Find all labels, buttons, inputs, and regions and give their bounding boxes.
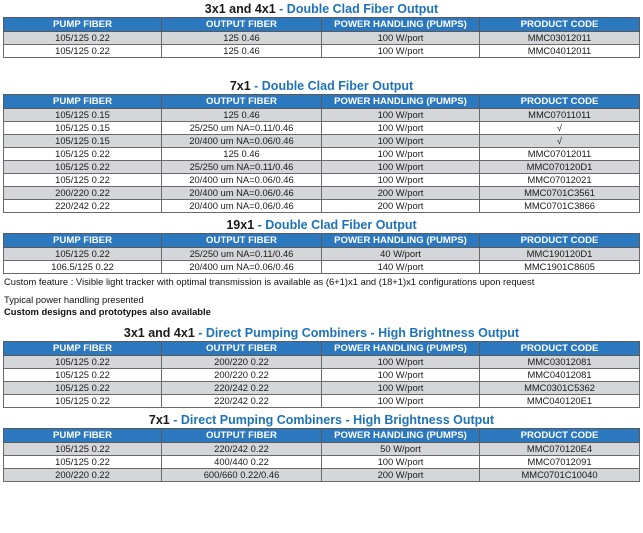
section-title: [0, 326, 643, 341]
cell-pump-fiber: 105/125 0.22: [4, 456, 162, 469]
spacer: [0, 213, 643, 216]
cell-power: 100 W/port: [322, 32, 480, 45]
spacer: [0, 318, 643, 324]
cell-power: 100 W/port: [322, 369, 480, 382]
cell-pump-fiber: 200/220 0.22: [4, 469, 162, 482]
spec-table-3x1-4x1-dc: [3, 17, 640, 58]
table-header-row: [4, 429, 640, 443]
cell-power: 40 W/port: [322, 248, 480, 261]
spec-table-7x1-dp: [3, 428, 640, 482]
cell-product-code: MMC0701C3561: [480, 187, 640, 200]
cell-pump-fiber: 105/125 0.22: [4, 45, 162, 58]
cell-output-fiber: 20/400 um NA=0.06/0.46: [162, 174, 322, 187]
header-power-handling: POWER HANDLING (PUMPS): [322, 18, 480, 32]
title-rest: - Double Clad Fiber Output: [254, 218, 417, 232]
cell-power: 100 W/port: [322, 122, 480, 135]
table-row: [4, 356, 640, 369]
cell-pump-fiber: 220/242 0.22: [4, 200, 162, 213]
spec-table-3x1-4x1-dp: [3, 341, 640, 408]
table-row: [4, 369, 640, 382]
table-row: [4, 248, 640, 261]
cell-pump-fiber: 105/125 0.15: [4, 122, 162, 135]
cell-output-fiber: 125 0.46: [162, 45, 322, 58]
cell-pump-fiber: 105/125 0.22: [4, 382, 162, 395]
cell-product-code: √: [480, 135, 640, 148]
spacer: [0, 408, 643, 411]
table-row: [4, 469, 640, 482]
cell-power: 100 W/port: [322, 395, 480, 408]
title-rest: - Direct Pumping Combiners - High Brightness Output: [169, 413, 495, 427]
cell-pump-fiber: 105/125 0.22: [4, 395, 162, 408]
header-pump-fiber: PUMP FIBER: [4, 342, 162, 356]
cell-power: 100 W/port: [322, 356, 480, 369]
table-row: [4, 122, 640, 135]
cell-power: 200 W/port: [322, 187, 480, 200]
cell-power: 100 W/port: [322, 135, 480, 148]
cell-product-code: MMC070120E4: [480, 443, 640, 456]
cell-power: 100 W/port: [322, 382, 480, 395]
header-output-fiber: OUTPUT FIBER: [162, 18, 322, 32]
title-prefix: 3x1 and 4x1: [123, 326, 195, 340]
cell-pump-fiber: 105/125 0.22: [4, 161, 162, 174]
section-title: [0, 413, 643, 428]
title-prefix: 7x1: [148, 413, 170, 427]
cell-product-code: MMC040120E1: [480, 395, 640, 408]
table-header-row: [4, 95, 640, 109]
cell-power: 100 W/port: [322, 109, 480, 122]
spacer: [0, 58, 643, 77]
cell-product-code: MMC04012011: [480, 45, 640, 58]
header-power-handling: POWER HANDLING (PUMPS): [322, 95, 480, 109]
cell-product-code: MMC03012011: [480, 32, 640, 45]
cell-product-code: MMC07012091: [480, 456, 640, 469]
section-title: [0, 79, 643, 94]
cell-output-fiber: 220/242 0.22: [162, 382, 322, 395]
table-row: [4, 187, 640, 200]
header-power-handling: POWER HANDLING (PUMPS): [322, 234, 480, 248]
cell-output-fiber: 220/242 0.22: [162, 443, 322, 456]
cell-product-code: MMC0701C3866: [480, 200, 640, 213]
table-row: [4, 261, 640, 274]
table-row: [4, 161, 640, 174]
cell-output-fiber: 25/250 um NA=0.11/0.46: [162, 161, 322, 174]
header-output-fiber: OUTPUT FIBER: [162, 234, 322, 248]
header-product-code: PRODUCT CODE: [480, 342, 640, 356]
cell-power: 50 W/port: [322, 443, 480, 456]
title-prefix: 19x1: [226, 218, 255, 232]
header-output-fiber: OUTPUT FIBER: [162, 429, 322, 443]
section-title: [0, 2, 643, 17]
cell-output-fiber: 20/400 um NA=0.06/0.46: [162, 261, 322, 274]
cell-pump-fiber: 105/125 0.22: [4, 356, 162, 369]
cell-pump-fiber: 105/125 0.15: [4, 135, 162, 148]
table-row: [4, 382, 640, 395]
cell-power: 100 W/port: [322, 161, 480, 174]
custom-feature-note: Custom feature : Visible light tracker with optimal transmission is available as (6+1)x1 and (18+1)x1 configurations upon request: [4, 276, 535, 287]
cell-output-fiber: 20/400 um NA=0.06/0.46: [162, 187, 322, 200]
table-row: [4, 395, 640, 408]
cell-output-fiber: 600/660 0.22/0.46: [162, 469, 322, 482]
table-header-row: [4, 234, 640, 248]
header-product-code: PRODUCT CODE: [480, 18, 640, 32]
cell-product-code: MMC1901C8605: [480, 261, 640, 274]
cell-power: 200 W/port: [322, 469, 480, 482]
table-row: [4, 443, 640, 456]
table-row: [4, 45, 640, 58]
cell-power: 140 W/port: [322, 261, 480, 274]
header-product-code: PRODUCT CODE: [480, 234, 640, 248]
header-product-code: PRODUCT CODE: [480, 429, 640, 443]
cell-output-fiber: 125 0.46: [162, 109, 322, 122]
cell-output-fiber: 25/250 um NA=0.11/0.46: [162, 248, 322, 261]
cell-pump-fiber: 105/125 0.22: [4, 443, 162, 456]
cell-product-code: MMC0301C5362: [480, 382, 640, 395]
cell-output-fiber: 125 0.46: [162, 32, 322, 45]
table-row: [4, 109, 640, 122]
title-prefix: 3x1 and 4x1: [204, 2, 276, 16]
table-row: [4, 148, 640, 161]
cell-power: 100 W/port: [322, 174, 480, 187]
cell-product-code: MMC07012021: [480, 174, 640, 187]
section-title: [0, 218, 643, 233]
cell-pump-fiber: 105/125 0.22: [4, 369, 162, 382]
header-output-fiber: OUTPUT FIBER: [162, 95, 322, 109]
header-power-handling: POWER HANDLING (PUMPS): [322, 429, 480, 443]
cell-output-fiber: 20/400 um NA=0.06/0.46: [162, 200, 322, 213]
custom-designs-note: Custom designs and prototypes also available: [4, 306, 211, 317]
table-row: [4, 200, 640, 213]
cell-output-fiber: 220/242 0.22: [162, 395, 322, 408]
header-power-handling: POWER HANDLING (PUMPS): [322, 342, 480, 356]
cell-product-code: MMC04012081: [480, 369, 640, 382]
table-row: [4, 135, 640, 148]
cell-product-code: MMC0701C10040: [480, 469, 640, 482]
spec-table-7x1-dc: [3, 94, 640, 213]
title-rest: - Direct Pumping Combiners - High Brightness Output: [194, 326, 520, 340]
cell-output-fiber: 20/400 um NA=0.06/0.46: [162, 135, 322, 148]
cell-output-fiber: 25/250 um NA=0.11/0.46: [162, 122, 322, 135]
cell-pump-fiber: 105/125 0.22: [4, 248, 162, 261]
cell-product-code: MMC070120D1: [480, 161, 640, 174]
table-header-row: [4, 342, 640, 356]
spec-table-19x1-dc: [3, 233, 640, 274]
cell-pump-fiber: 105/125 0.22: [4, 32, 162, 45]
cell-pump-fiber: 106.5/125 0.22: [4, 261, 162, 274]
cell-output-fiber: 200/220 0.22: [162, 369, 322, 382]
cell-output-fiber: 125 0.46: [162, 148, 322, 161]
header-pump-fiber: PUMP FIBER: [4, 234, 162, 248]
cell-power: 100 W/port: [322, 456, 480, 469]
cell-power: 200 W/port: [322, 200, 480, 213]
header-pump-fiber: PUMP FIBER: [4, 429, 162, 443]
cell-product-code: MMC07012011: [480, 148, 640, 161]
header-output-fiber: OUTPUT FIBER: [162, 342, 322, 356]
header-pump-fiber: PUMP FIBER: [4, 95, 162, 109]
table-row: [4, 32, 640, 45]
cell-product-code: √: [480, 122, 640, 135]
table-header-row: [4, 18, 640, 32]
cell-output-fiber: 200/220 0.22: [162, 356, 322, 369]
spec-sheet: [0, 2, 643, 533]
table-row: [4, 174, 640, 187]
title-prefix: 7x1: [229, 79, 251, 93]
title-rest: - Double Clad Fiber Output: [275, 2, 439, 16]
cell-pump-fiber: 200/220 0.22: [4, 187, 162, 200]
cell-power: 100 W/port: [322, 45, 480, 58]
title-rest: - Double Clad Fiber Output: [250, 79, 414, 93]
table-row: [4, 456, 640, 469]
cell-pump-fiber: 105/125 0.22: [4, 148, 162, 161]
header-pump-fiber: PUMP FIBER: [4, 18, 162, 32]
cell-product-code: MMC190120D1: [480, 248, 640, 261]
header-product-code: PRODUCT CODE: [480, 95, 640, 109]
cell-product-code: MMC07011011: [480, 109, 640, 122]
cell-pump-fiber: 105/125 0.15: [4, 109, 162, 122]
typical-power-note: Typical power handling presented: [4, 294, 144, 305]
cell-power: 100 W/port: [322, 148, 480, 161]
cell-product-code: MMC03012081: [480, 356, 640, 369]
cell-pump-fiber: 105/125 0.22: [4, 174, 162, 187]
cell-output-fiber: 400/440 0.22: [162, 456, 322, 469]
